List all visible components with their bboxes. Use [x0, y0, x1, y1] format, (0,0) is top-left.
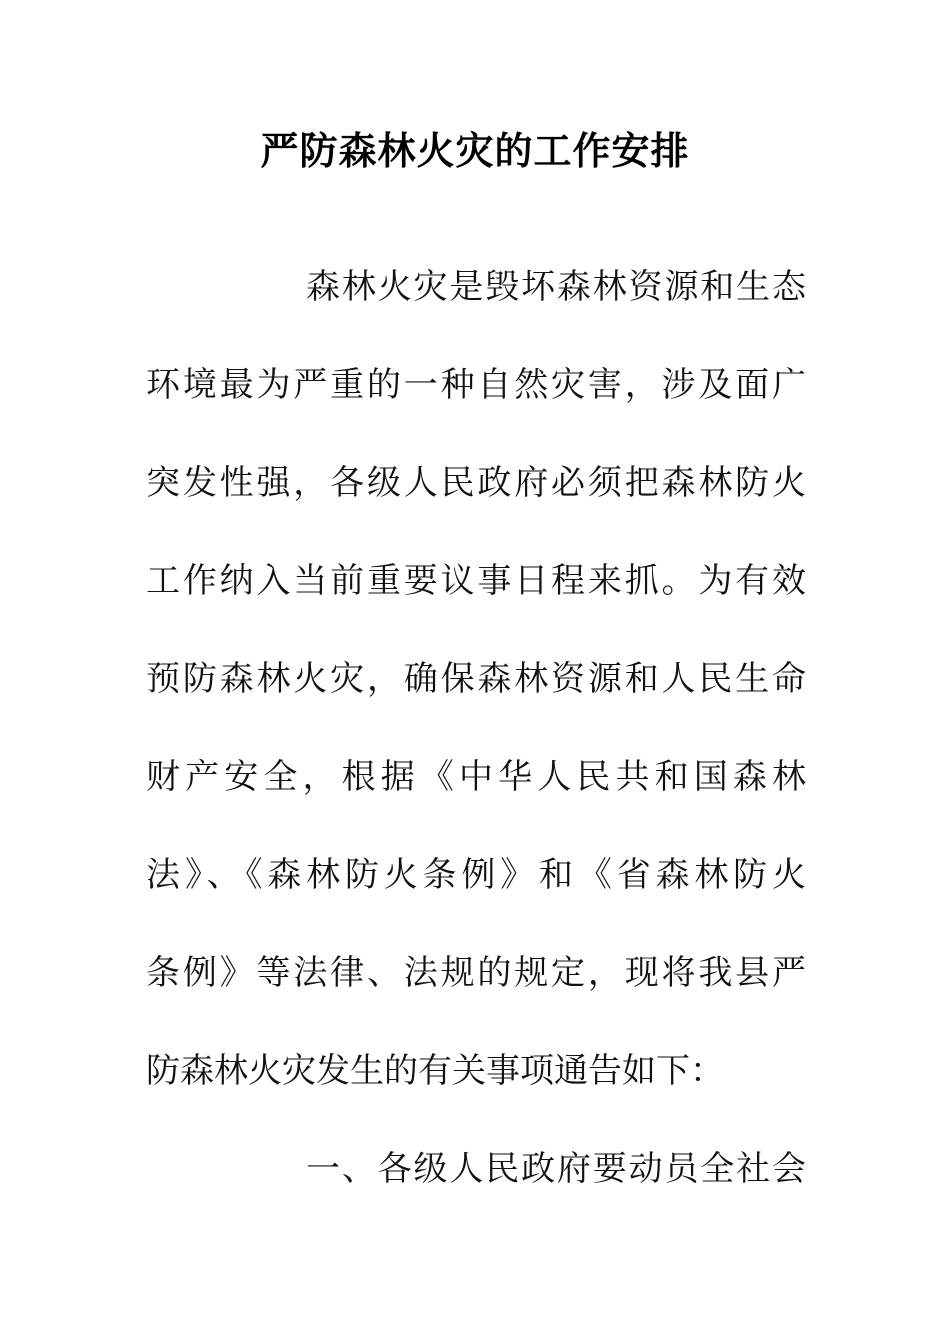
- document-title: 严防森林火灾的工作安排: [260, 129, 690, 173]
- paragraph-line: 防森林火灾发生的有关事项通告如下：: [146, 1051, 724, 1091]
- paragraph-line: 财产安全，根据《中华人民共和国森林: [146, 757, 806, 797]
- paragraph-line: 法》、《森林防火条例》和《省森林防火: [146, 855, 806, 895]
- paragraph-line: 突发性强，各级人民政府必须把森林防火: [146, 463, 806, 503]
- paragraph-line: 条例》等法律、法规的规定，现将我县严: [146, 953, 806, 993]
- paragraph-line: 工作纳入当前重要议事日程来抓。为有效: [146, 561, 806, 601]
- paragraph-line: 一、各级人民政府要动员全社会: [306, 1149, 806, 1189]
- paragraph-line: 森林火灾是毁坏森林资源和生态: [306, 267, 806, 307]
- paragraph-line: 预防森林火灾，确保森林资源和人民生命: [146, 659, 806, 699]
- paragraph-line: 环境最为严重的一种自然灾害，涉及面广: [146, 365, 806, 405]
